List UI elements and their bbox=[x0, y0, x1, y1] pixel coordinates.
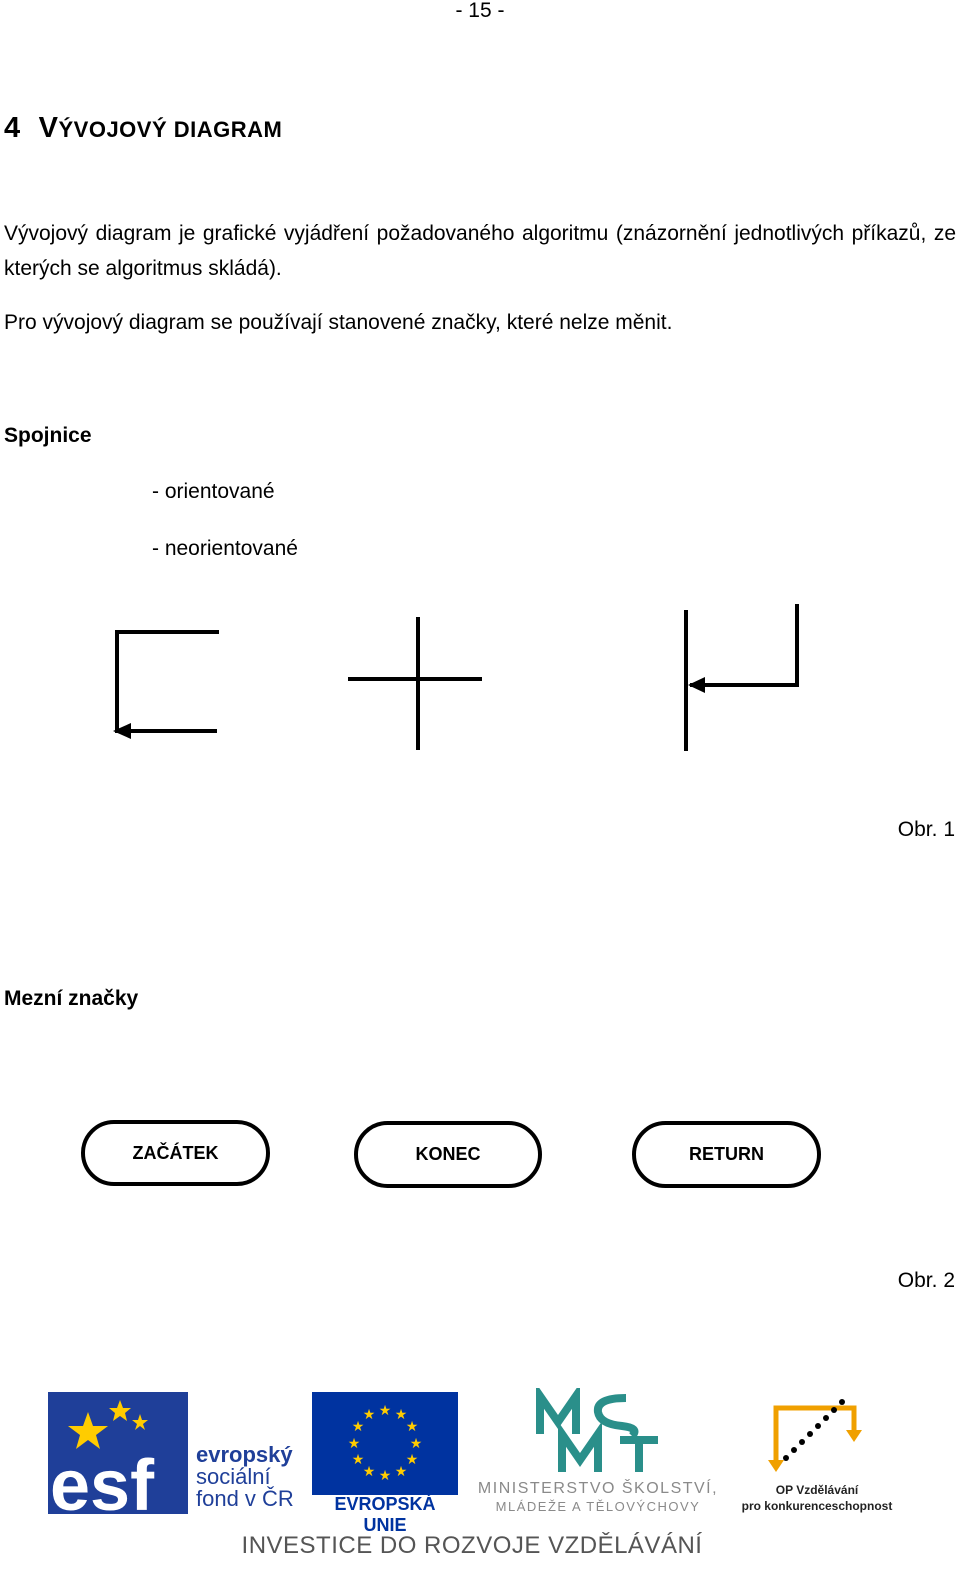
arrowhead-left bbox=[688, 677, 705, 693]
svg-text:★: ★ bbox=[405, 1452, 419, 1468]
terminal-start-label: ZAČÁTEK bbox=[132, 1142, 219, 1163]
list-item-unoriented: - neorientované bbox=[152, 537, 298, 560]
oriented-bracket-figure bbox=[113, 632, 219, 739]
svg-text:★: ★ bbox=[394, 1407, 408, 1423]
op-text bbox=[736, 1482, 898, 1514]
svg-text:esf: esf bbox=[50, 1446, 155, 1514]
chapter-title-rest: ÝVOJOVÝ DIAGRAM bbox=[58, 117, 283, 142]
chapter-title-initial: V bbox=[38, 112, 59, 144]
section-title-terminals: Mezní značky bbox=[4, 987, 139, 1010]
terminal-end-label: KONEC bbox=[415, 1144, 481, 1164]
list-item-oriented: - orientované bbox=[152, 480, 275, 503]
terminal-end-symbol bbox=[354, 1121, 542, 1188]
svg-text:★: ★ bbox=[378, 1403, 392, 1419]
svg-text:★: ★ bbox=[409, 1436, 423, 1452]
esf-star-icon bbox=[48, 1392, 188, 1514]
msmt-line-1: MINISTERSTVO ŠKOLSTVÍ, bbox=[477, 1480, 719, 1497]
intro-paragraph: Vývojový diagram je grafické vyjádření požadovaného algoritmu (znázornění jednotlivých příkazů, ze kterých se algoritmus skládá). bbox=[4, 222, 956, 280]
cross-figure bbox=[348, 617, 482, 750]
terminal-return-symbol bbox=[632, 1121, 821, 1188]
op-line-1: OP Vzdělávání bbox=[775, 1483, 859, 1497]
eu-flag bbox=[312, 1392, 458, 1495]
op-line-2: pro konkurenceschopnost bbox=[741, 1499, 893, 1513]
op-logo bbox=[764, 1392, 874, 1482]
page-number: - 15 - bbox=[455, 0, 505, 22]
section-title-connectors: Spojnice bbox=[4, 424, 92, 447]
svg-text:★: ★ bbox=[351, 1452, 365, 1468]
symbols-paragraph: Pro vývojový diagram se používají stanovené značky, které nelze měnit. bbox=[4, 311, 673, 334]
figure-caption-2: Obr. 2 bbox=[897, 1269, 955, 1292]
msmt-monogram-icon bbox=[536, 1388, 666, 1480]
svg-text:★: ★ bbox=[362, 1407, 376, 1423]
oriented-junction-figure bbox=[686, 604, 797, 751]
svg-text:★: ★ bbox=[362, 1464, 376, 1480]
figure-caption-1: Obr. 1 bbox=[897, 818, 955, 841]
footer-slogan: INVESTICE DO ROZVOJE VZDĚLÁVÁNÍ bbox=[241, 1532, 703, 1559]
terminal-start-symbol bbox=[81, 1120, 270, 1186]
esf-line-1: evropský bbox=[196, 1442, 293, 1467]
terminal-return-label: RETURN bbox=[689, 1144, 764, 1164]
eu-label: EVROPSKÁ UNIE bbox=[334, 1494, 436, 1535]
esf-logo bbox=[48, 1392, 188, 1514]
svg-text:★: ★ bbox=[347, 1436, 361, 1452]
chapter-number: 4 bbox=[4, 112, 21, 144]
msmt-line-2: MLÁDEŽE A TĚLOVÝCHOVY bbox=[495, 1499, 701, 1514]
svg-text:★: ★ bbox=[351, 1419, 365, 1435]
eu-stars-icon bbox=[312, 1392, 458, 1495]
svg-text:★: ★ bbox=[394, 1464, 408, 1480]
msmt-logo bbox=[536, 1388, 666, 1480]
svg-text:★: ★ bbox=[378, 1468, 392, 1484]
esf-line-2: sociální bbox=[196, 1464, 271, 1489]
footer-logos bbox=[0, 1380, 960, 1576]
msmt-text bbox=[470, 1480, 726, 1516]
op-arrow-icon bbox=[764, 1392, 874, 1482]
esf-text bbox=[196, 1444, 294, 1510]
svg-text:★: ★ bbox=[405, 1419, 419, 1435]
esf-line-3: fond v ČR bbox=[196, 1486, 294, 1511]
